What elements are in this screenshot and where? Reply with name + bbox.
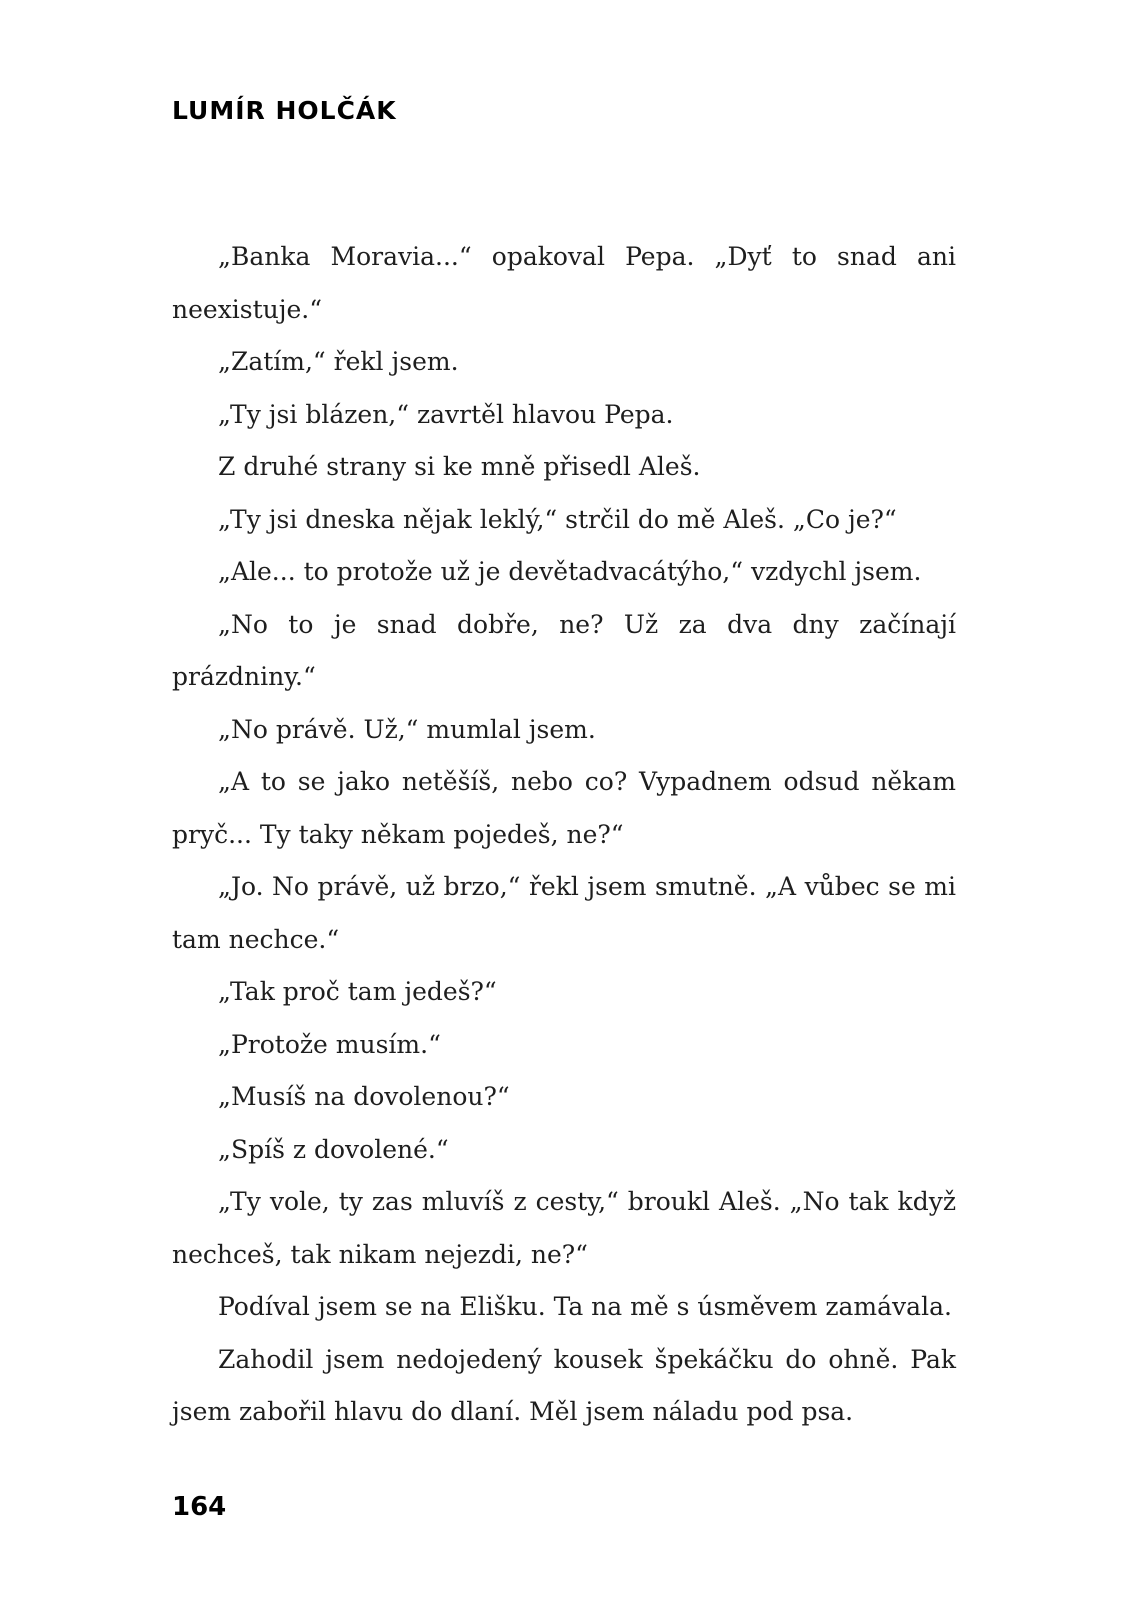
paragraph: „Ty jsi dneska nějak leklý,“ strčil do mě Aleš. „Co je?“ <box>218 504 897 534</box>
body-text <box>172 231 956 1439</box>
author-header: LUMÍR HOLČÁK <box>172 96 397 125</box>
paragraph: „Ty vole, ty zas mluvíš z cesty,“ broukl Aleš. „No tak když nechceš, tak nikam nejezdi, ne?“ <box>172 1187 956 1269</box>
paragraph: „No právě. Už,“ mumlal jsem. <box>218 714 596 744</box>
paragraph: „Ale... to protože už je devětadvacátýho,“ vzdychl jsem. <box>218 557 922 586</box>
paragraph: Z druhé strany si ke mně přisedl Aleš. <box>218 452 701 481</box>
paragraph: „Protože musím.“ <box>218 1029 441 1059</box>
paragraph: „Jo. No právě, už brzo,“ řekl jsem smutně. „A vůbec se mi tam nechce.“ <box>172 872 956 954</box>
paragraph: „Spíš z dovolené.“ <box>218 1134 449 1164</box>
page-number: 164 <box>172 1492 227 1522</box>
paragraph: „A to se jako netěšíš, nebo co? Vypadnem odsud někam pryč... Ty taky někam pojedeš, ne?“ <box>172 767 956 849</box>
paragraph: „Tak proč tam jedeš?“ <box>218 977 497 1006</box>
paragraph: „Ty jsi blázen,“ zavrtěl hlavou Pepa. <box>218 399 674 429</box>
paragraph: „Musíš na dovolenou?“ <box>218 1082 510 1111</box>
paragraph: „No to je snad dobře, ne? Už za dva dny začínají prázdniny.“ <box>172 609 956 691</box>
paragraph: Zahodil jsem nedojedený kousek špekáčku do ohně. Pak jsem zabořil hlavu do dlaní. Měl jsem náladu pod psa. <box>172 1344 956 1426</box>
paragraph: Podíval jsem se na Elišku. Ta na mě s úsměvem zamávala. <box>218 1292 952 1321</box>
paragraph: „Zatím,“ řekl jsem. <box>218 347 459 376</box>
paragraph: „Banka Moravia...“ opakoval Pepa. „Dyť to snad ani neexistuje.“ <box>172 242 956 324</box>
